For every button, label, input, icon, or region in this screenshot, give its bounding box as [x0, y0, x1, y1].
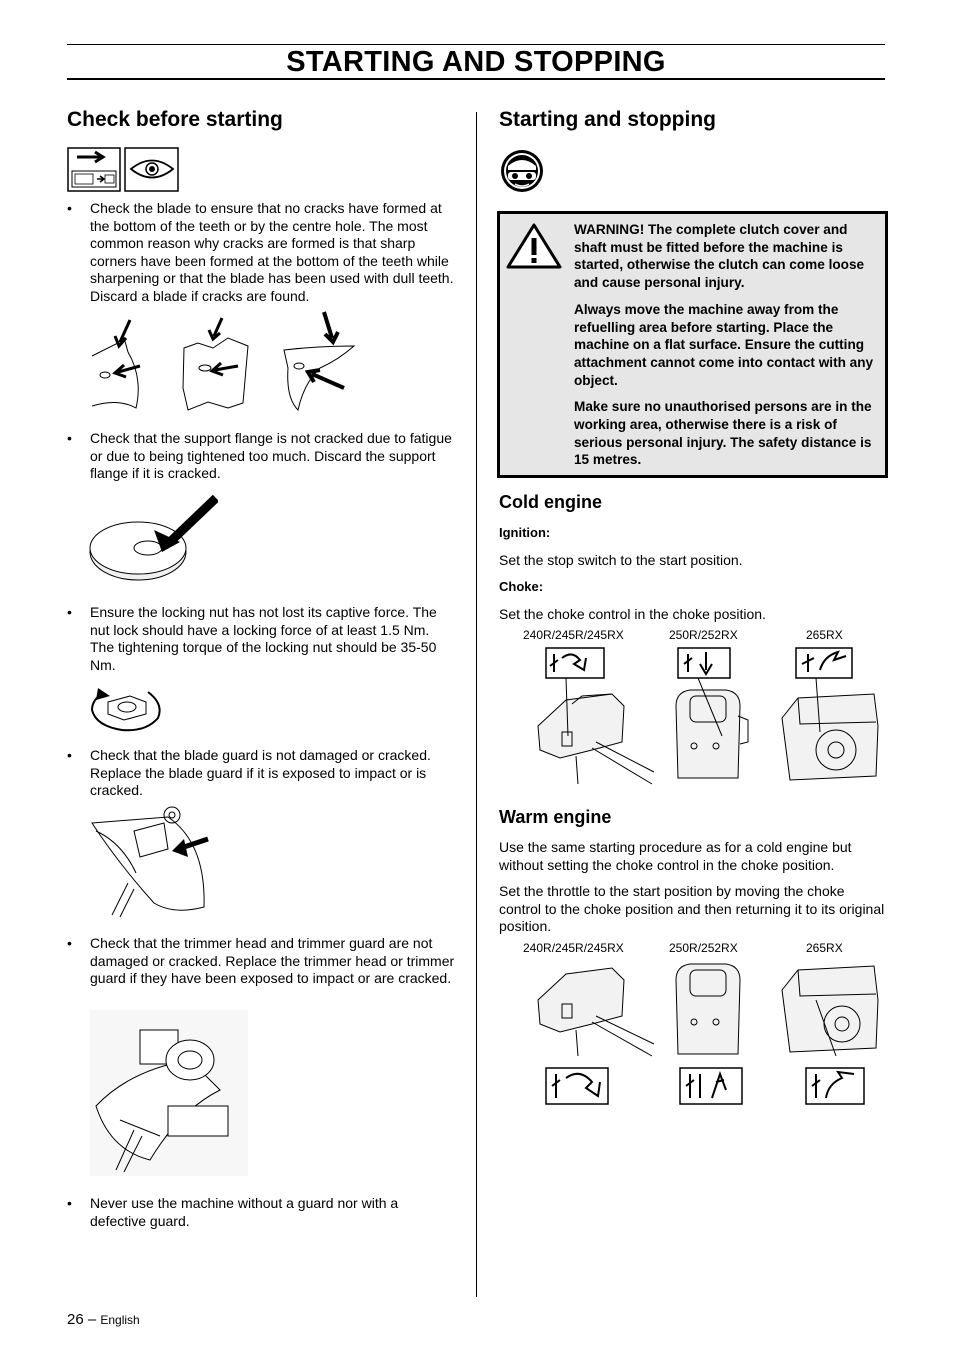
- warm-engine-heading: Warm engine: [499, 807, 612, 827]
- warning-text-refuelling: Always move the machine away from the refuelling area before starting. Place the machine on a flat surface. Ensure the cutting attachment cannot come into contact with any object.: [574, 301, 874, 388]
- cold-engine-illustration-250r: [668, 646, 752, 786]
- ignition-text: Set the stop switch to the start position.: [499, 552, 743, 568]
- warm-engine-illustration-250r: [668, 960, 752, 1106]
- bullet-blade-cracks: • Check the blade to ensure that no cracks have formed at the bottom of the teeth or by the centre hole. The most common reason why cracks are formed is that sharp corners have been formed at the bottom of the teeth while sharpening or that the blade has been used with dull teeth. Discard a blade if cracks are found.: [67, 200, 454, 304]
- warm-model-label-1: 240R/245R/245RX: [523, 941, 624, 955]
- page-title-bar: [67, 44, 885, 80]
- cold-model-label-3: 265RX: [806, 628, 843, 642]
- warm-engine-illustration-265rx: [780, 960, 880, 1106]
- page-title: STARTING AND STOPPING: [286, 46, 666, 78]
- choke-label: Choke:: [499, 579, 544, 594]
- warm-engine-text-2: Set the throttle to the start position by moving the choke control to the choke position and then returning it to its original position.: [499, 883, 885, 934]
- support-flange-illustration: [88, 490, 218, 590]
- footer-language: English: [100, 1313, 140, 1327]
- warning-text-safety-distance: Make sure no unauthorised persons are in the working area, otherwise there is a risk of serious personal injury. The safety distance is 15 metres.: [574, 399, 872, 468]
- locking-nut-illustration: [88, 680, 168, 736]
- ignition-label: Ignition:: [499, 525, 551, 540]
- warning-box: [497, 211, 888, 478]
- bullet-support-flange: • Check that the support flange is not cracked due to fatigue or due to being tightened too much. Discard the support flange if it is cracked.: [67, 430, 452, 481]
- warm-engine-text-1: Use the same starting procedure as for a cold engine but without setting the choke control in the choke position.: [499, 839, 852, 873]
- warning-text-clutch: WARNING! The complete clutch cover and shaft must be fitted before the machine is started, otherwise the clutch can come loose and cause personal injury.: [574, 222, 865, 291]
- trimmer-guard-illustration: [90, 1010, 248, 1176]
- blade-crack-illustration: [88, 308, 358, 416]
- check-before-starting-heading: Check before starting: [67, 108, 283, 131]
- blade-guard-illustration: [88, 803, 213, 919]
- warning-triangle-icon: [506, 222, 562, 270]
- warm-model-label-2: 250R/252RX: [669, 941, 738, 955]
- page-footer: [67, 1311, 140, 1328]
- bullet-trimmer-head: • Check that the trimmer head and trimmer guard are not damaged or cracked. Replace the trimmer head or trimmer guard if they have been exposed to impact or are cracked.: [67, 935, 455, 986]
- cold-engine-illustration-265rx: [780, 646, 880, 786]
- bullet-locking-nut: • Ensure the locking nut has not lost its captive force. The nut lock should have a locking force of at least 1.5 Nm. The tightening torque of the locking nut should be 35-50 Nm.: [67, 604, 437, 673]
- warm-model-label-3: 265RX: [806, 941, 843, 955]
- inspection-icons: [67, 147, 180, 193]
- cold-model-label-1: 240R/245R/245RX: [523, 628, 624, 642]
- page-number: 26 –: [67, 1311, 97, 1328]
- bullet-never-without-guard: • Never use the machine without a guard nor with a defective guard.: [67, 1195, 399, 1229]
- warm-engine-illustration-240r: [536, 960, 656, 1106]
- bullet-blade-guard: • Check that the blade guard is not damaged or cracked. Replace the blade guard if it is exposed to impact or is cracked.: [67, 747, 431, 798]
- starting-stopping-heading: Starting and stopping: [499, 108, 716, 131]
- cold-engine-illustration-240r: [536, 646, 656, 786]
- column-divider: [476, 112, 477, 1297]
- choke-text: Set the choke control in the choke position.: [499, 606, 766, 622]
- protective-equipment-icon: [499, 148, 545, 194]
- cold-model-label-2: 250R/252RX: [669, 628, 738, 642]
- cold-engine-heading: Cold engine: [499, 492, 602, 512]
